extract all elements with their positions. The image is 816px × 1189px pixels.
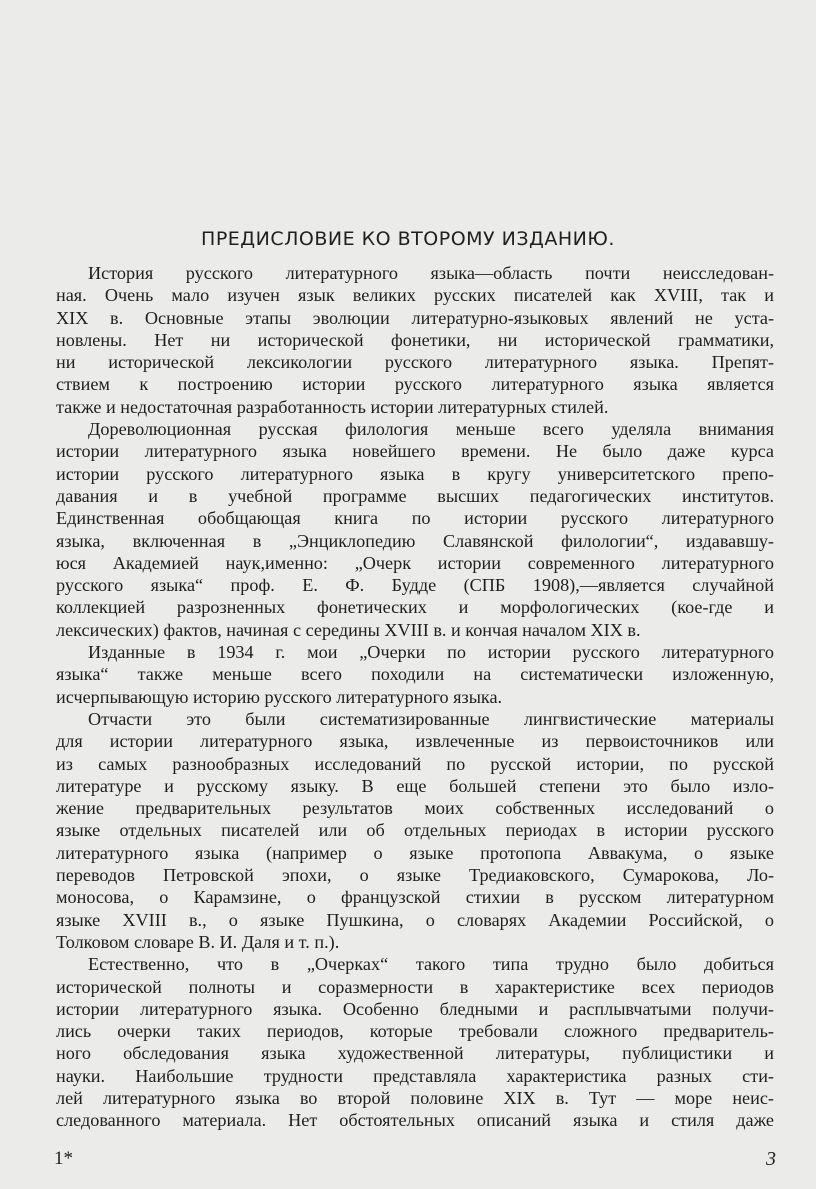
text-line: Единственная обобщающая книга по истории русского литературного (56, 508, 774, 529)
text-line: также и недостаточная разработанность истории литературных стилей. (56, 396, 609, 417)
text-line: ни исторической лексикологии русского литературного языка. Препят- (56, 352, 774, 373)
text-line: ствием к построению истории русского литературного языка является (56, 374, 774, 395)
text-line: лись очерки таких периодов, которые требовали сложного предваритель- (56, 1021, 774, 1042)
text-line: Отчасти это были систематизированные лингвистические материалы (88, 708, 774, 729)
text-line: языка“ также меньше всего походили на систематически изложенную, (56, 664, 774, 685)
text-line: юся Академией наук,именно: „Очерк истории современного литературного (56, 552, 774, 573)
page-title: ПРЕДИСЛОВИЕ КО ВТОРОМУ ИЗДАНИЮ. (201, 228, 615, 250)
signature-mark: 1* (54, 1148, 73, 1169)
text-line: языке отдельных писателей или об отдельных периодах в истории русского (56, 820, 774, 841)
text-line: переводов Петровской эпохи, о языке Тредиаковского, Сумарокова, Ло- (56, 865, 774, 886)
text-line: науки. Наибольшие трудности представляла характеристика разных сти- (56, 1065, 774, 1086)
text-line: Изданные в 1934 г. мои „Очерки по истории русского литературного (88, 642, 774, 663)
text-line: жение предварительных результатов моих собственных исследований о (56, 798, 774, 819)
text-line: языке XVIII в., о языке Пушкина, о словарях Академии Российской, о (56, 909, 774, 930)
text-line: следованного материала. Нет обстоятельных описаний языка и стиля даже (56, 1110, 774, 1131)
text-line: из самых разнообразных исследований по русской истории, по русской (56, 753, 774, 774)
page-number: 3 (766, 1148, 776, 1170)
text-line: История русского литературного языка—область почти неисследован- (88, 263, 774, 283)
text-line: давания и в учебной программе высших педагогических институтов. (56, 485, 774, 506)
text-line: русского языка“ проф. Е. Ф. Будде (СПБ 1908),—является случайной (56, 575, 774, 596)
text-line: моносова, о Карамзине, о французской стихии в русском литературном (56, 887, 774, 908)
body-text (56, 262, 774, 1132)
text-line: языка, включенная в „Энциклопедию Славянской филологии“, издававшу- (56, 530, 774, 551)
text-line: истории литературного языка. Особенно бледными и расплывчатыми получи- (56, 998, 774, 1019)
text-line: лей литературного языка во второй половине XIX в. Тут — море неис- (56, 1087, 774, 1108)
text-line: Дореволюционная русская филология меньше всего уделяла внимания (88, 419, 774, 440)
text-line: ного обследования языка художественной литературы, публицистики и (56, 1043, 774, 1064)
text-line: ная. Очень мало изучен язык великих русских писателей как XVIII, так и (56, 285, 774, 306)
text-line: литературного языка (например о языке протопопа Аввакума, о языке (56, 842, 774, 863)
text-line: исчерпывающую историю русского литературного языка. (56, 686, 503, 707)
text-line: литературе и русскому языку. В еще большей степени это было изло- (56, 775, 774, 796)
text-line: для истории литературного языка, извлеченные из первоисточников или (56, 731, 774, 752)
text-line: исторической полноты и соразмерности в характеристике всех периодов (56, 976, 774, 997)
text-line: Естественно, что в „Очерках“ такого типа трудно было добиться (88, 954, 774, 975)
text-line: новлены. Нет ни исторической фонетики, ни исторической грамматики, (56, 329, 774, 350)
text-line: лексических) фактов, начиная с середины XVIII в. и кончая началом XIX в. (56, 619, 641, 640)
text-line: Толковом словаре В. И. Даля и т. п.). (56, 931, 340, 952)
text-line: коллекцией разрозненных фонетических и морфологических (кое-где и (56, 597, 774, 618)
text-line: истории литературного языка новейшего времени. Не было даже курса (56, 441, 774, 462)
text-line: XIX в. Основные этапы эволюции литературно-языковых явлений не уста- (56, 307, 774, 328)
text-line: истории русского литературного языка в кругу университетского препо- (56, 463, 774, 484)
